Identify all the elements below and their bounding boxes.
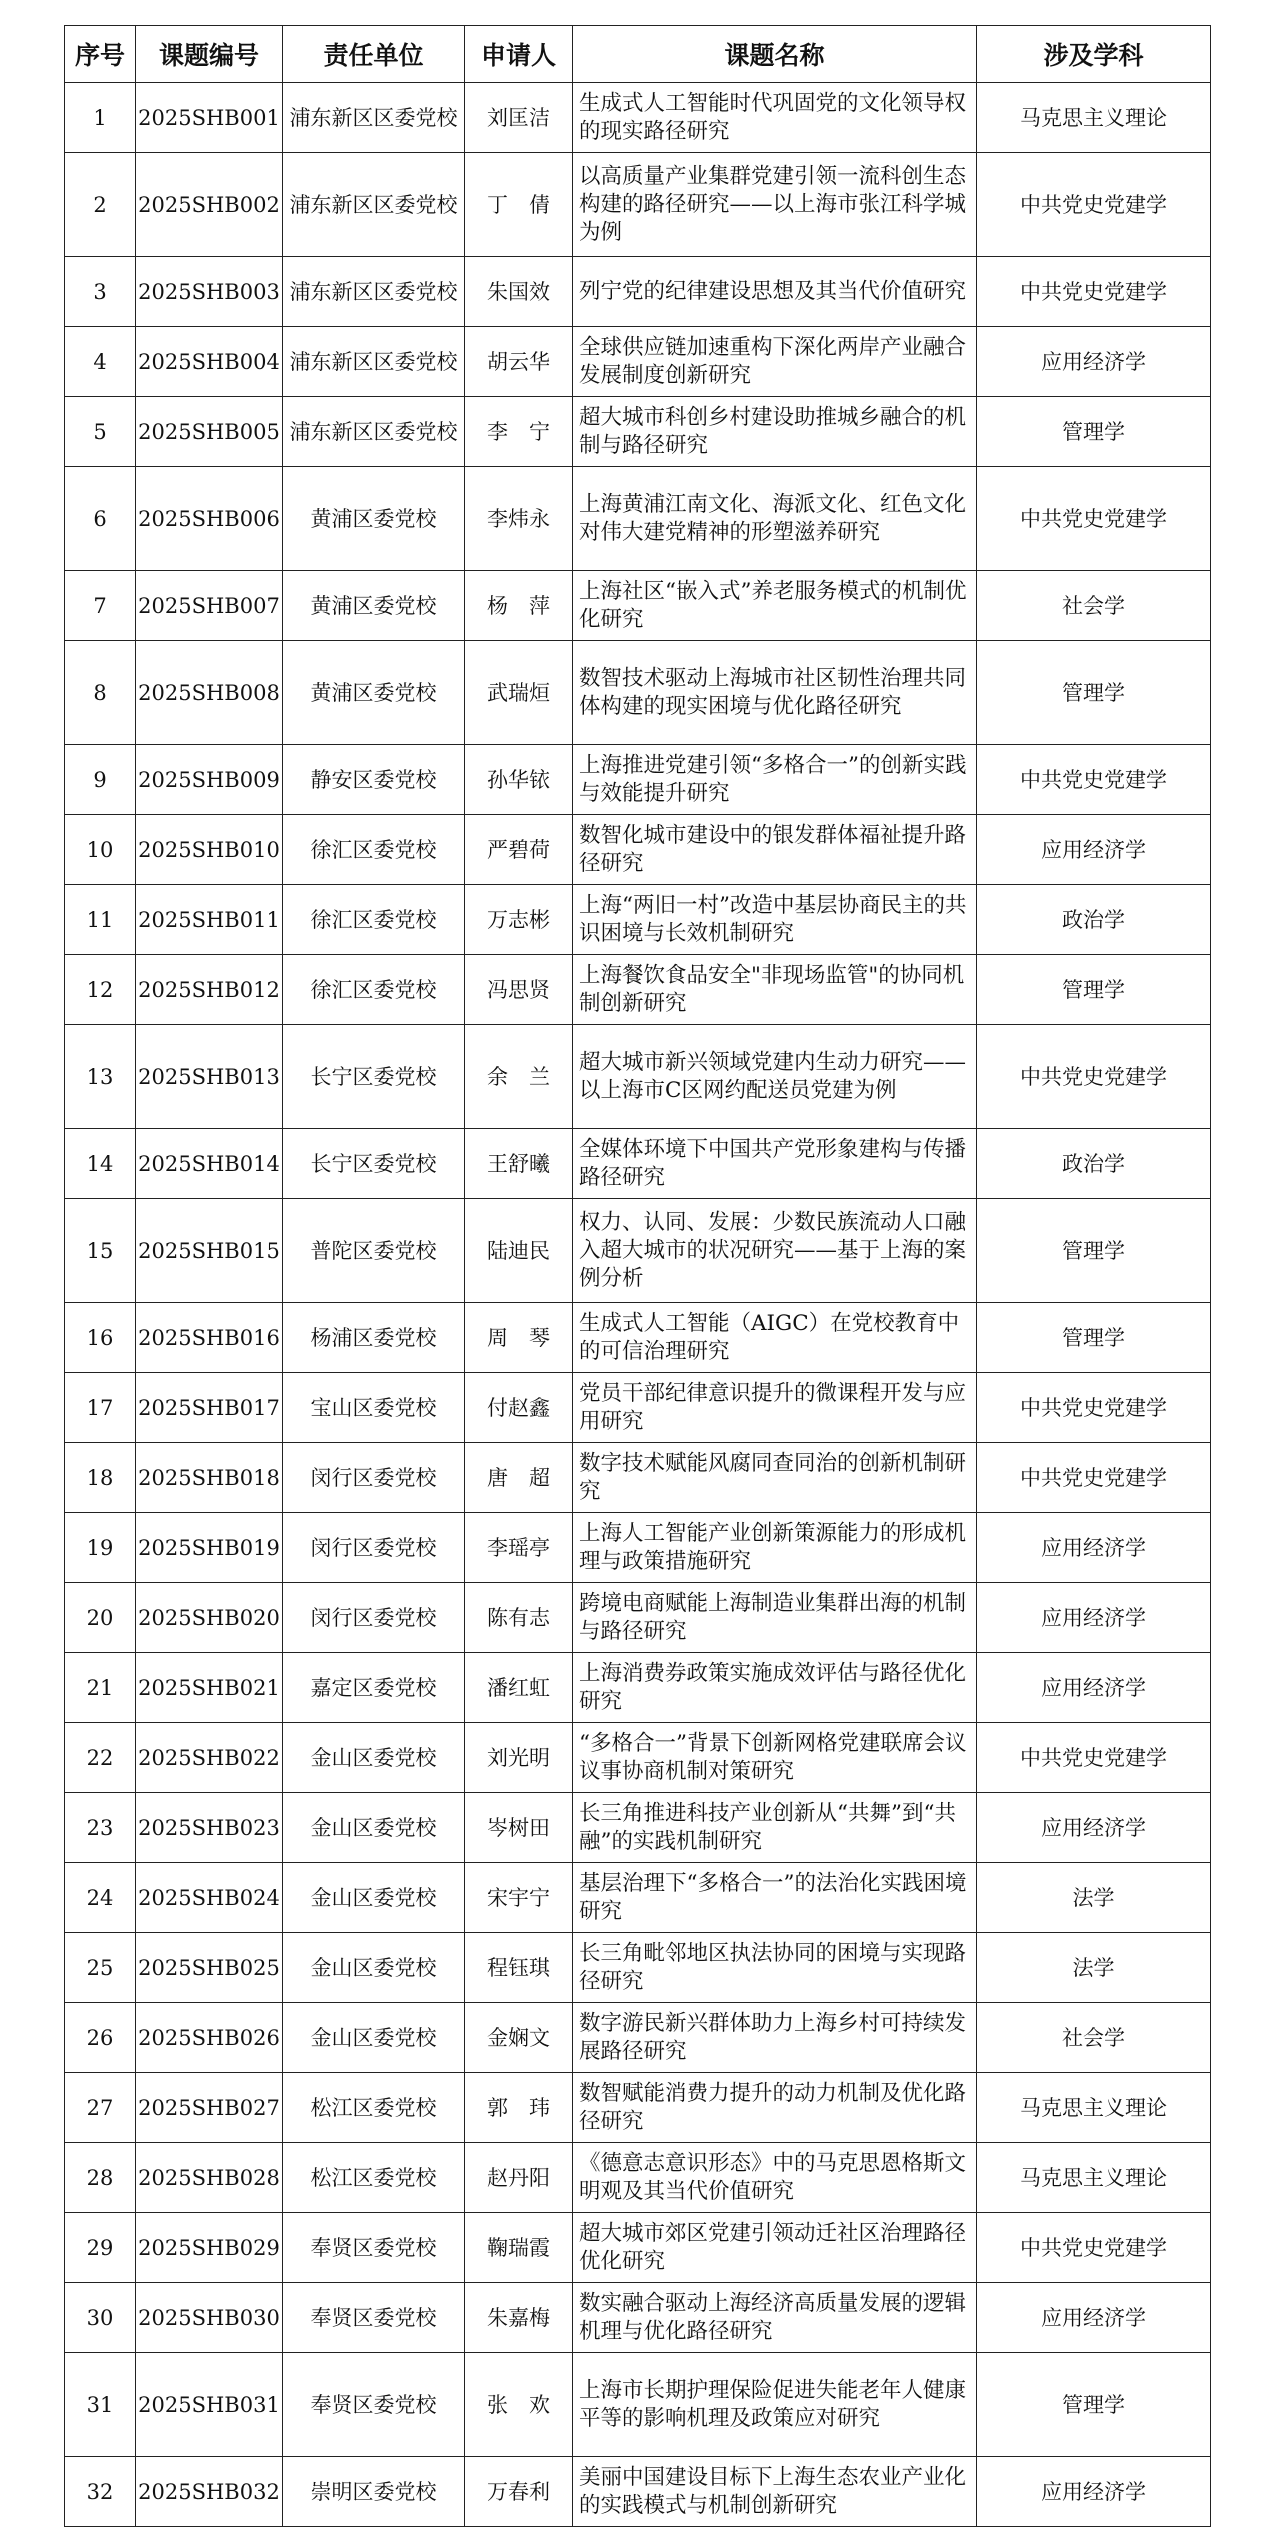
cell-applicant: 郭 玮 <box>465 2073 573 2143</box>
cell-discipline: 管理学 <box>977 1199 1211 1303</box>
cell-discipline: 马克思主义理论 <box>977 83 1211 153</box>
cell-project-title: 超大城市科创乡村建设助推城乡融合的机制与路径研究 <box>573 397 977 467</box>
cell-responsible-unit: 长宁区委党校 <box>283 1129 465 1199</box>
cell-index: 13 <box>65 1025 136 1129</box>
cell-responsible-unit: 金山区委党校 <box>283 1723 465 1793</box>
table-row <box>65 2003 1211 2073</box>
cell-index: 18 <box>65 1443 136 1513</box>
cell-responsible-unit: 普陀区委党校 <box>283 1199 465 1303</box>
table-row <box>65 1723 1211 1793</box>
cell-index: 10 <box>65 815 136 885</box>
cell-responsible-unit: 徐汇区委党校 <box>283 885 465 955</box>
cell-project-title: “多格合一”背景下创新网格党建联席会议议事协商机制对策研究 <box>573 1723 977 1793</box>
cell-project-code: 2025SHB029 <box>136 2213 283 2283</box>
cell-responsible-unit: 金山区委党校 <box>283 1793 465 1863</box>
cell-discipline: 应用经济学 <box>977 1513 1211 1583</box>
table-row <box>65 885 1211 955</box>
table-row <box>65 257 1211 327</box>
cell-index: 11 <box>65 885 136 955</box>
cell-responsible-unit: 金山区委党校 <box>283 1863 465 1933</box>
cell-applicant: 王舒曦 <box>465 1129 573 1199</box>
cell-discipline: 中共党史党建学 <box>977 1723 1211 1793</box>
project-list-table <box>64 25 1211 2527</box>
table-header-row <box>65 26 1211 83</box>
cell-responsible-unit: 长宁区委党校 <box>283 1025 465 1129</box>
cell-index: 2 <box>65 153 136 257</box>
cell-applicant: 潘红虹 <box>465 1653 573 1723</box>
cell-project-title: 数智赋能消费力提升的动力机制及优化路径研究 <box>573 2073 977 2143</box>
cell-discipline: 中共党史党建学 <box>977 1443 1211 1513</box>
table-row <box>65 955 1211 1025</box>
cell-index: 5 <box>65 397 136 467</box>
cell-project-title: 数智化城市建设中的银发群体福祉提升路径研究 <box>573 815 977 885</box>
cell-responsible-unit: 奉贤区委党校 <box>283 2353 465 2457</box>
cell-discipline: 中共党史党建学 <box>977 467 1211 571</box>
cell-discipline: 中共党史党建学 <box>977 1025 1211 1129</box>
table-row <box>65 641 1211 745</box>
cell-project-code: 2025SHB003 <box>136 257 283 327</box>
table-row <box>65 1863 1211 1933</box>
cell-discipline: 社会学 <box>977 571 1211 641</box>
cell-project-title: 美丽中国建设目标下上海生态农业产业化的实践模式与机制创新研究 <box>573 2457 977 2527</box>
cell-project-code: 2025SHB030 <box>136 2283 283 2353</box>
cell-project-title: 上海黄浦江南文化、海派文化、红色文化对伟大建党精神的形塑滋养研究 <box>573 467 977 571</box>
cell-responsible-unit: 松江区委党校 <box>283 2073 465 2143</box>
cell-project-code: 2025SHB005 <box>136 397 283 467</box>
cell-index: 24 <box>65 1863 136 1933</box>
cell-responsible-unit: 黄浦区委党校 <box>283 641 465 745</box>
cell-applicant: 刘匡洁 <box>465 83 573 153</box>
cell-index: 28 <box>65 2143 136 2213</box>
cell-responsible-unit: 黄浦区委党校 <box>283 467 465 571</box>
table-row <box>65 1933 1211 2003</box>
table-row <box>65 1583 1211 1653</box>
cell-discipline: 应用经济学 <box>977 1793 1211 1863</box>
cell-index: 32 <box>65 2457 136 2527</box>
cell-project-code: 2025SHB020 <box>136 1583 283 1653</box>
cell-index: 4 <box>65 327 136 397</box>
cell-discipline: 应用经济学 <box>977 1653 1211 1723</box>
cell-responsible-unit: 浦东新区区委党校 <box>283 397 465 467</box>
cell-discipline: 应用经济学 <box>977 2283 1211 2353</box>
cell-index: 31 <box>65 2353 136 2457</box>
cell-discipline: 管理学 <box>977 955 1211 1025</box>
cell-discipline: 社会学 <box>977 2003 1211 2073</box>
header-applicant: 申请人 <box>465 26 573 83</box>
cell-applicant: 李炜永 <box>465 467 573 571</box>
cell-project-title: 超大城市新兴领域党建内生动力研究——以上海市C区网约配送员党建为例 <box>573 1025 977 1129</box>
cell-responsible-unit: 奉贤区委党校 <box>283 2213 465 2283</box>
cell-discipline: 应用经济学 <box>977 327 1211 397</box>
cell-responsible-unit: 宝山区委党校 <box>283 1373 465 1443</box>
table-row <box>65 2353 1211 2457</box>
table-row <box>65 2213 1211 2283</box>
cell-applicant: 付赵鑫 <box>465 1373 573 1443</box>
cell-project-code: 2025SHB022 <box>136 1723 283 1793</box>
table-row <box>65 1129 1211 1199</box>
cell-responsible-unit: 浦东新区区委党校 <box>283 257 465 327</box>
cell-index: 29 <box>65 2213 136 2283</box>
cell-responsible-unit: 杨浦区委党校 <box>283 1303 465 1373</box>
header-project-title: 课题名称 <box>573 26 977 83</box>
header-discipline: 涉及学科 <box>977 26 1211 83</box>
cell-discipline: 中共党史党建学 <box>977 1373 1211 1443</box>
cell-index: 30 <box>65 2283 136 2353</box>
cell-project-code: 2025SHB032 <box>136 2457 283 2527</box>
cell-applicant: 程钰琪 <box>465 1933 573 2003</box>
header-responsible-unit: 责任单位 <box>283 26 465 83</box>
cell-applicant: 陈有志 <box>465 1583 573 1653</box>
cell-project-title: 数智技术驱动上海城市社区韧性治理共同体构建的现实困境与优化路径研究 <box>573 641 977 745</box>
cell-project-title: 数字游民新兴群体助力上海乡村可持续发展路径研究 <box>573 2003 977 2073</box>
cell-responsible-unit: 黄浦区委党校 <box>283 571 465 641</box>
cell-project-code: 2025SHB014 <box>136 1129 283 1199</box>
cell-discipline: 管理学 <box>977 2353 1211 2457</box>
table-row <box>65 1513 1211 1583</box>
cell-index: 15 <box>65 1199 136 1303</box>
cell-responsible-unit: 浦东新区区委党校 <box>283 327 465 397</box>
cell-responsible-unit: 金山区委党校 <box>283 2003 465 2073</box>
cell-project-title: 全媒体环境下中国共产党形象建构与传播路径研究 <box>573 1129 977 1199</box>
cell-discipline: 管理学 <box>977 397 1211 467</box>
cell-project-code: 2025SHB016 <box>136 1303 283 1373</box>
cell-responsible-unit: 徐汇区委党校 <box>283 815 465 885</box>
table-row <box>65 83 1211 153</box>
cell-project-code: 2025SHB009 <box>136 745 283 815</box>
cell-project-title: 上海社区“嵌入式”养老服务模式的机制优化研究 <box>573 571 977 641</box>
cell-project-code: 2025SHB021 <box>136 1653 283 1723</box>
cell-project-title: 上海人工智能产业创新策源能力的形成机理与政策措施研究 <box>573 1513 977 1583</box>
cell-project-code: 2025SHB023 <box>136 1793 283 1863</box>
cell-discipline: 中共党史党建学 <box>977 257 1211 327</box>
cell-index: 3 <box>65 257 136 327</box>
cell-project-code: 2025SHB010 <box>136 815 283 885</box>
cell-project-code: 2025SHB006 <box>136 467 283 571</box>
cell-project-code: 2025SHB001 <box>136 83 283 153</box>
cell-applicant: 宋宇宁 <box>465 1863 573 1933</box>
cell-index: 21 <box>65 1653 136 1723</box>
cell-project-title: 生成式人工智能（AIGC）在党校教育中的可信治理研究 <box>573 1303 977 1373</box>
cell-project-code: 2025SHB008 <box>136 641 283 745</box>
cell-responsible-unit: 金山区委党校 <box>283 1933 465 2003</box>
cell-discipline: 中共党史党建学 <box>977 153 1211 257</box>
cell-project-title: 上海消费券政策实施成效评估与路径优化研究 <box>573 1653 977 1723</box>
cell-applicant: 李 宁 <box>465 397 573 467</box>
table-body <box>65 83 1211 2527</box>
cell-project-code: 2025SHB018 <box>136 1443 283 1513</box>
cell-project-code: 2025SHB025 <box>136 1933 283 2003</box>
table-row <box>65 1303 1211 1373</box>
cell-project-title: 上海推进党建引领“多格合一”的创新实践与效能提升研究 <box>573 745 977 815</box>
cell-discipline: 马克思主义理论 <box>977 2143 1211 2213</box>
cell-index: 23 <box>65 1793 136 1863</box>
table-row <box>65 1373 1211 1443</box>
cell-index: 14 <box>65 1129 136 1199</box>
cell-project-code: 2025SHB027 <box>136 2073 283 2143</box>
cell-project-title: 上海“两旧一村”改造中基层协商民主的共识困境与长效机制研究 <box>573 885 977 955</box>
cell-discipline: 政治学 <box>977 885 1211 955</box>
cell-index: 8 <box>65 641 136 745</box>
cell-project-title: 数实融合驱动上海经济高质量发展的逻辑机理与优化路径研究 <box>573 2283 977 2353</box>
cell-discipline: 马克思主义理论 <box>977 2073 1211 2143</box>
cell-project-code: 2025SHB012 <box>136 955 283 1025</box>
cell-index: 25 <box>65 1933 136 2003</box>
cell-project-code: 2025SHB028 <box>136 2143 283 2213</box>
cell-responsible-unit: 浦东新区区委党校 <box>283 83 465 153</box>
cell-applicant: 胡云华 <box>465 327 573 397</box>
cell-project-code: 2025SHB007 <box>136 571 283 641</box>
table-row <box>65 327 1211 397</box>
table-row <box>65 2283 1211 2353</box>
cell-applicant: 武瑞烜 <box>465 641 573 745</box>
header-index: 序号 <box>65 26 136 83</box>
table-row <box>65 467 1211 571</box>
cell-index: 6 <box>65 467 136 571</box>
cell-applicant: 刘光明 <box>465 1723 573 1793</box>
cell-project-code: 2025SHB017 <box>136 1373 283 1443</box>
cell-project-title: 数字技术赋能风腐同查同治的创新机制研究 <box>573 1443 977 1513</box>
cell-project-title: 列宁党的纪律建设思想及其当代价值研究 <box>573 257 977 327</box>
cell-applicant: 孙华铱 <box>465 745 573 815</box>
cell-index: 26 <box>65 2003 136 2073</box>
cell-project-title: 超大城市郊区党建引领动迁社区治理路径优化研究 <box>573 2213 977 2283</box>
cell-applicant: 金娴文 <box>465 2003 573 2073</box>
cell-project-code: 2025SHB019 <box>136 1513 283 1583</box>
cell-applicant: 唐 超 <box>465 1443 573 1513</box>
cell-responsible-unit: 闵行区委党校 <box>283 1513 465 1583</box>
cell-applicant: 冯思贤 <box>465 955 573 1025</box>
cell-responsible-unit: 松江区委党校 <box>283 2143 465 2213</box>
table-row <box>65 815 1211 885</box>
cell-responsible-unit: 奉贤区委党校 <box>283 2283 465 2353</box>
table-row <box>65 1443 1211 1513</box>
cell-discipline: 中共党史党建学 <box>977 745 1211 815</box>
cell-project-title: 长三角推进科技产业创新从“共舞”到“共融”的实践机制研究 <box>573 1793 977 1863</box>
cell-project-title: 上海餐饮食品安全"非现场监管"的协同机制创新研究 <box>573 955 977 1025</box>
cell-discipline: 管理学 <box>977 1303 1211 1373</box>
cell-applicant: 周 琴 <box>465 1303 573 1373</box>
cell-applicant: 李瑶亭 <box>465 1513 573 1583</box>
cell-discipline: 应用经济学 <box>977 2457 1211 2527</box>
table-row <box>65 1199 1211 1303</box>
cell-discipline: 法学 <box>977 1933 1211 2003</box>
cell-project-code: 2025SHB031 <box>136 2353 283 2457</box>
cell-project-code: 2025SHB026 <box>136 2003 283 2073</box>
cell-discipline: 应用经济学 <box>977 1583 1211 1653</box>
cell-responsible-unit: 闵行区委党校 <box>283 1583 465 1653</box>
cell-responsible-unit: 浦东新区区委党校 <box>283 153 465 257</box>
table-row <box>65 2143 1211 2213</box>
cell-index: 1 <box>65 83 136 153</box>
table-row <box>65 2457 1211 2527</box>
cell-applicant: 赵丹阳 <box>465 2143 573 2213</box>
cell-project-title: 生成式人工智能时代巩固党的文化领导权的现实路径研究 <box>573 83 977 153</box>
cell-discipline: 中共党史党建学 <box>977 2213 1211 2283</box>
cell-responsible-unit: 嘉定区委党校 <box>283 1653 465 1723</box>
table-row <box>65 571 1211 641</box>
table-row <box>65 1653 1211 1723</box>
table-row <box>65 397 1211 467</box>
cell-project-title: 全球供应链加速重构下深化两岸产业融合发展制度创新研究 <box>573 327 977 397</box>
cell-discipline: 政治学 <box>977 1129 1211 1199</box>
cell-discipline: 法学 <box>977 1863 1211 1933</box>
cell-applicant: 岑树田 <box>465 1793 573 1863</box>
cell-applicant: 陆迪民 <box>465 1199 573 1303</box>
cell-index: 19 <box>65 1513 136 1583</box>
cell-index: 20 <box>65 1583 136 1653</box>
table-row <box>65 745 1211 815</box>
cell-project-title: 上海市长期护理保险促进失能老年人健康平等的影响机理及政策应对研究 <box>573 2353 977 2457</box>
cell-project-title: 基层治理下“多格合一”的法治化实践困境研究 <box>573 1863 977 1933</box>
cell-discipline: 管理学 <box>977 641 1211 745</box>
cell-project-code: 2025SHB015 <box>136 1199 283 1303</box>
header-project-code: 课题编号 <box>136 26 283 83</box>
cell-index: 7 <box>65 571 136 641</box>
cell-project-title: 党员干部纪律意识提升的微课程开发与应用研究 <box>573 1373 977 1443</box>
cell-applicant: 余 兰 <box>465 1025 573 1129</box>
table-row <box>65 2073 1211 2143</box>
cell-applicant: 万春利 <box>465 2457 573 2527</box>
cell-applicant: 鞠瑞霞 <box>465 2213 573 2283</box>
cell-discipline: 应用经济学 <box>977 815 1211 885</box>
cell-responsible-unit: 崇明区委党校 <box>283 2457 465 2527</box>
cell-applicant: 严碧荷 <box>465 815 573 885</box>
cell-project-title: 以高质量产业集群党建引领一流科创生态构建的路径研究——以上海市张江科学城为例 <box>573 153 977 257</box>
cell-project-title: 长三角毗邻地区执法协同的困境与实现路径研究 <box>573 1933 977 2003</box>
cell-project-code: 2025SHB013 <box>136 1025 283 1129</box>
cell-responsible-unit: 静安区委党校 <box>283 745 465 815</box>
cell-project-code: 2025SHB002 <box>136 153 283 257</box>
cell-applicant: 张 欢 <box>465 2353 573 2457</box>
cell-applicant: 万志彬 <box>465 885 573 955</box>
cell-project-title: 跨境电商赋能上海制造业集群出海的机制与路径研究 <box>573 1583 977 1653</box>
cell-index: 27 <box>65 2073 136 2143</box>
cell-applicant: 丁 倩 <box>465 153 573 257</box>
cell-project-title: 权力、认同、发展：少数民族流动人口融入超大城市的状况研究——基于上海的案例分析 <box>573 1199 977 1303</box>
cell-responsible-unit: 闵行区委党校 <box>283 1443 465 1513</box>
cell-project-title: 《德意志意识形态》中的马克思恩格斯文明观及其当代价值研究 <box>573 2143 977 2213</box>
cell-applicant: 朱嘉梅 <box>465 2283 573 2353</box>
cell-index: 9 <box>65 745 136 815</box>
cell-applicant: 杨 萍 <box>465 571 573 641</box>
cell-index: 17 <box>65 1373 136 1443</box>
table-row <box>65 153 1211 257</box>
cell-project-code: 2025SHB011 <box>136 885 283 955</box>
cell-applicant: 朱国效 <box>465 257 573 327</box>
cell-project-code: 2025SHB024 <box>136 1863 283 1933</box>
table-row <box>65 1025 1211 1129</box>
cell-index: 12 <box>65 955 136 1025</box>
cell-index: 22 <box>65 1723 136 1793</box>
cell-project-code: 2025SHB004 <box>136 327 283 397</box>
cell-responsible-unit: 徐汇区委党校 <box>283 955 465 1025</box>
cell-index: 16 <box>65 1303 136 1373</box>
table-row <box>65 1793 1211 1863</box>
